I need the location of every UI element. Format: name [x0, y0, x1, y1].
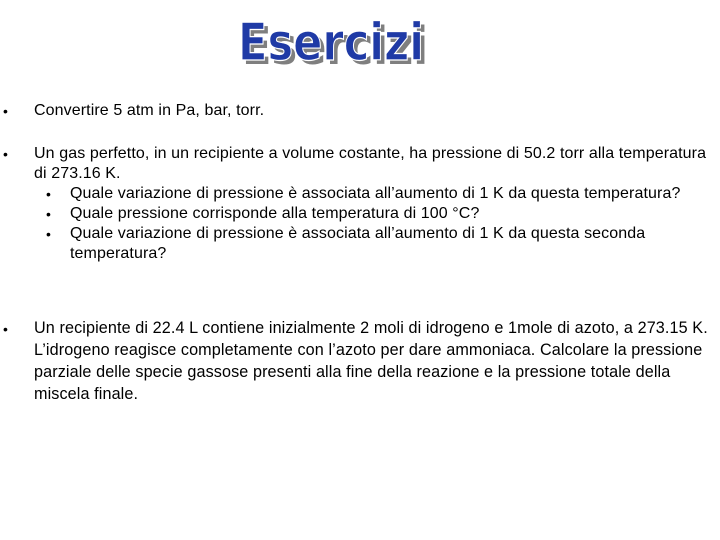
- sub-bullet-icon: •: [46, 226, 52, 242]
- slide-title: [236, 12, 436, 72]
- title-text: Esercizi: [238, 13, 424, 72]
- sub-bullet-icon: •: [46, 186, 52, 202]
- sub-question-text: Quale variazione di pressione è associata all’aumento di 1 K da questa seconda temperatura?: [70, 225, 646, 262]
- sub-bullet-icon: •: [46, 206, 52, 222]
- title-shadow: Esercizi: [242, 17, 428, 72]
- exercise-item-3: [3, 317, 714, 405]
- sub-question-item: [34, 204, 710, 224]
- exercise-text: Convertire 5 atm in Pa, bar, torr.: [34, 102, 265, 119]
- sub-question-item: [34, 224, 710, 264]
- sub-question-list: [34, 184, 714, 264]
- bullet-icon: •: [3, 146, 9, 162]
- exercise-item-1: [3, 101, 714, 121]
- bullet-icon: •: [3, 321, 9, 337]
- exercise-item-2: [3, 144, 714, 264]
- sub-question-text: Quale pressione corrisponde alla temperatura di 100 °C?: [70, 205, 480, 222]
- title-wordart: [236, 12, 436, 72]
- exercise-text: Un recipiente di 22.4 L contiene inizialmente 2 moli di idrogeno e 1mole di azoto, a 273.15 K. L’idrogeno reagisce completamente con l’azoto per dare ammoniaca. Calcolare la pressione parziale delle specie gassose presenti alla fine della reazione e la pressione totale della miscela finale.: [34, 319, 708, 403]
- sub-question-item: [34, 184, 710, 204]
- sub-question-text: Quale variazione di pressione è associata all’aumento di 1 K da questa temperatura?: [70, 185, 681, 202]
- bullet-icon: •: [3, 103, 9, 119]
- exercise-text: Un gas perfetto, in un recipiente a volume costante, ha pressione di 50.2 torr alla temperatura di 273.16 K.: [34, 145, 707, 182]
